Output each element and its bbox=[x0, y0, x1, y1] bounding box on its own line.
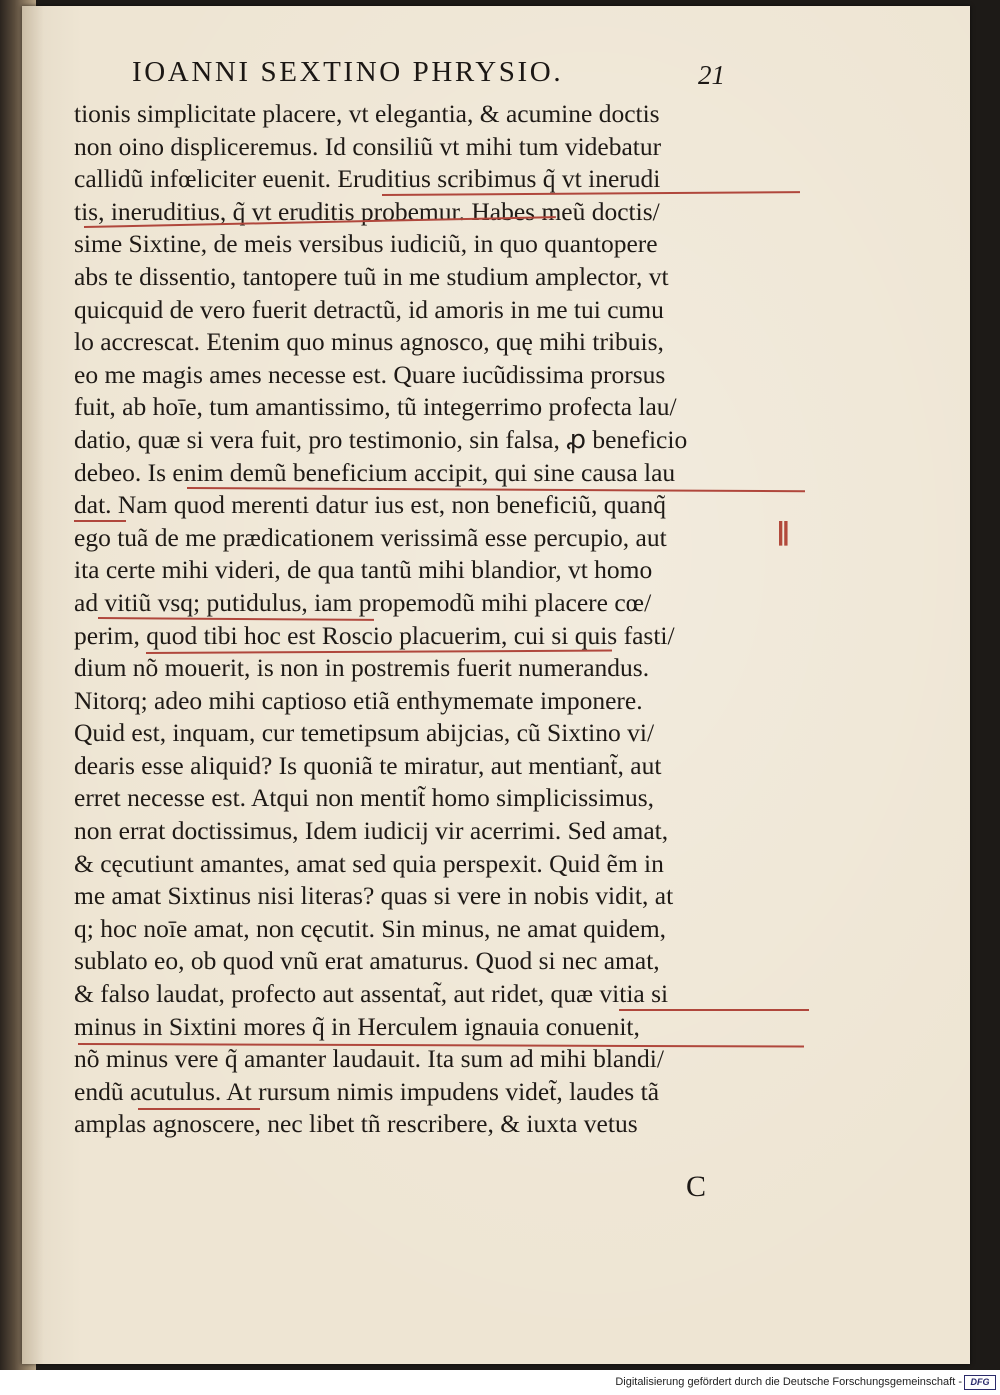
text-line: debeo. Is enim demũ beneficium accipit, qui sine causa lau bbox=[74, 457, 676, 487]
text-line: eo me magis ames necesse est. Quare iucũdissima prorsus bbox=[74, 359, 666, 389]
text-line: callidũ infœliciter euenit. Eruditius scribimus q̃ vt inerudi bbox=[74, 164, 661, 194]
text-line: sime Sixtine, de meis versibus iudiciũ, in quo quantopere bbox=[74, 229, 658, 259]
text-line: q; hoc noīe amat, non cęcutit. Sin minus, ne amat quidem, bbox=[74, 913, 667, 943]
text-line: dat. Nam quod merenti datur ius est, non beneficiũ, quanq̃ bbox=[74, 490, 667, 520]
margin-annotation-mark: || bbox=[777, 516, 788, 546]
viewer-footer bbox=[0, 1370, 1000, 1395]
text-line: ego tuã de me prædicationem verissimã esse percupio, aut bbox=[74, 522, 667, 552]
red-underline bbox=[74, 520, 126, 522]
red-underline bbox=[138, 1108, 260, 1110]
book-page bbox=[22, 6, 970, 1364]
running-head: IOANNI SEXTINO PHRYSIO. bbox=[132, 56, 564, 88]
text-line: dearis esse aliquid? Is quoniã te miratur, aut mentiant̃, aut bbox=[74, 750, 662, 780]
text-line: amplas agnoscere, nec libet tñ rescribere, & iuxta vetus bbox=[74, 1109, 638, 1139]
red-underline bbox=[619, 1009, 809, 1011]
text-line: Quid est, inquam, cur temetipsum abijcias, cũ Sixtino vi/ bbox=[74, 718, 655, 748]
text-line: minus in Sixtini mores q̃ in Herculem ignauia conuenit, bbox=[74, 1011, 640, 1041]
text-line: non oino displiceremus. Id consiliũ vt mihi tum videbatur bbox=[74, 131, 662, 161]
text-line: quicquid de vero fuerit detractũ, id amoris in me tui cumu bbox=[74, 294, 664, 324]
signature-mark: C bbox=[686, 1170, 707, 1203]
text-line: lo accrescat. Etenim quo minus agnosco, quę mihi tribuis, bbox=[74, 327, 664, 357]
text-line: sublato eo, ob quod vnũ erat amaturus. Quod si nec amat, bbox=[74, 946, 660, 976]
text-line: abs te dissentio, tantopere tuũ in me studium amplector, vt bbox=[74, 261, 669, 291]
text-line: tionis simplicitate placere, vt elegantia, & acumine doctis bbox=[74, 99, 660, 128]
text-line: me amat Sixtinus nisi literas? quas si vere in nobis vidit, at bbox=[74, 881, 674, 911]
text-line: & cęcutiunt amantes, amat sed quia perspexit. Quid ẽm in bbox=[74, 848, 664, 878]
text-line: datio, quæ si vera fuit, pro testimonio, sin falsa, ꝓ beneficio bbox=[74, 424, 688, 454]
funding-credit: Digitalisierung gefördert durch die Deutsche Forschungsgemeinschaft - bbox=[615, 1376, 962, 1388]
text-line: Nitorq; adeo mihi captioso etiã enthymemate imponere. bbox=[74, 685, 643, 715]
text-line: tis, ineruditius, q̃ vt eruditis probemur. Habes meũ doctis/ bbox=[74, 196, 660, 226]
text-line: erret necesse est. Atqui non mentit̃ homo simplicissimus, bbox=[74, 783, 655, 813]
text-line: nõ minus vere q̃ amanter laudauit. Ita sum ad mihi blandi/ bbox=[74, 1044, 664, 1074]
text-block bbox=[74, 98, 804, 1141]
folio-number: 21 bbox=[698, 60, 725, 90]
text-line: & falso laudat, profecto aut assentat̃, aut ridet, quæ vitia si bbox=[74, 979, 669, 1009]
text-line: ad vitiũ vsq; putidulus, iam propemodũ mihi placere cœ/ bbox=[74, 587, 652, 617]
text-line: dium nõ mouerit, is non in postremis fuerit numerandus. bbox=[74, 653, 650, 683]
text-line: endũ acutulus. At rursum nimis impudens videt̃, laudes tã bbox=[74, 1076, 660, 1106]
text-line: fuit, ab hoīe, tum amantissimo, tũ integerrimo profecta lau/ bbox=[74, 392, 677, 422]
dfg-logo-icon[interactable]: DFG bbox=[964, 1375, 996, 1390]
text-line: non errat doctissimus, Idem iudicij vir acerrimi. Sed amat, bbox=[74, 816, 669, 846]
text-line: ita certe mihi videri, de qua tantũ mihi blandior, vt homo bbox=[74, 555, 653, 585]
text-line: perim, quod tibi hoc est Roscio placuerim, cui si quis fasti/ bbox=[74, 620, 675, 650]
